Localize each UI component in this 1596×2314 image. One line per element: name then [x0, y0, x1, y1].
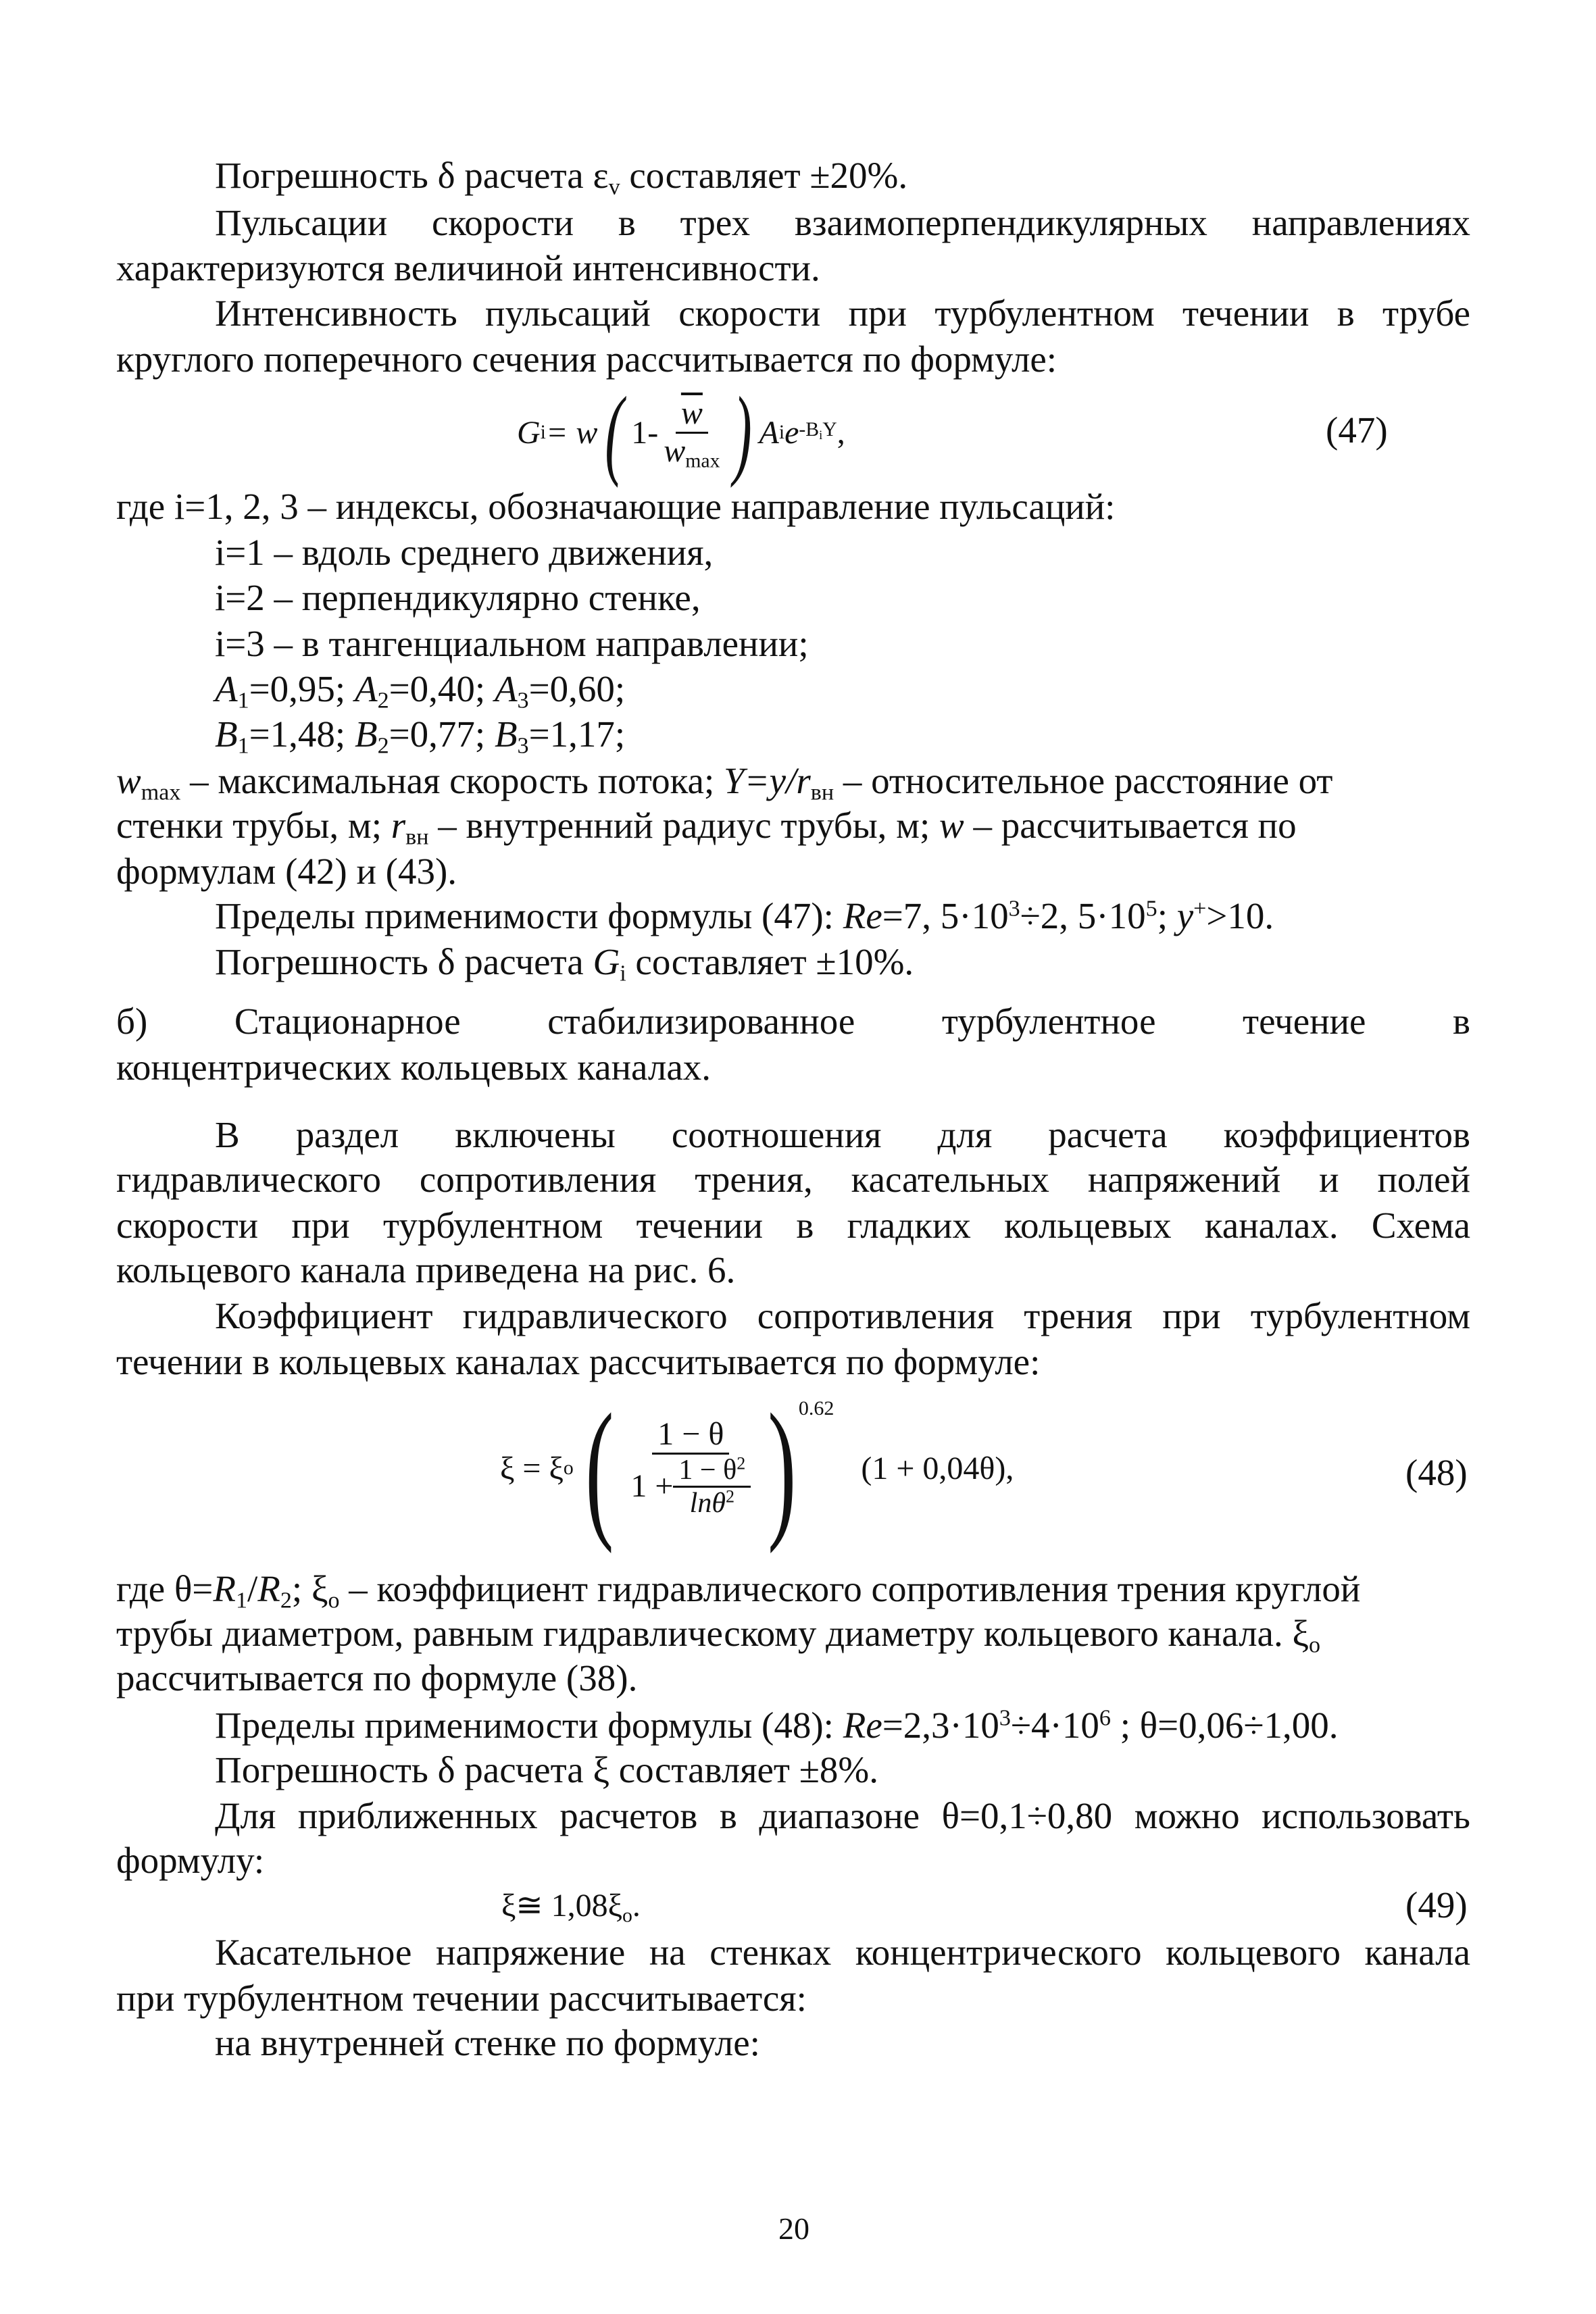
applicability-48: Пределы применимости формулы (48): $Re=2,3\cdot 10^3\div 4\cdot 10^6$ ; θ=0,06÷1,00.	[215, 1705, 1339, 1746]
definition-xi0-line2: трубы диаметром, равным гидравлическому диаметру кольцевого канала. $\xi_o$	[116, 1613, 1321, 1658]
paragraph-section-line2: гидравлического сопротивления трения, касательных напряжений и полей	[116, 1159, 1470, 1200]
list-item-i2: i=2 – перпендикулярно стенке,	[215, 577, 701, 618]
paragraph-section-line1: В раздел включены соотношения для расчета коэффициентов	[215, 1114, 1470, 1155]
equation-48: ξ = ξ o ( 1 − θ 1 + $\frac{1 - \theta^2}{\ln\theta^2}$ ) 0.62 (1 + 0,04θ),	[500, 1382, 1014, 1554]
paragraph-pulsations-line2: характеризуются величиной интенсивности.	[116, 247, 820, 288]
paragraph-error-epsilon: Погрешность δ расчета $\varepsilon_v$ составляет ±20%.	[215, 155, 908, 200]
definition-xi0-line3: рассчитывается по формуле (38).	[116, 1657, 638, 1699]
definition-formulas-ref: формулам (42) и (43).	[116, 851, 457, 892]
equation-49: ξ≅ $1,08\xi_o$.	[501, 1888, 641, 1927]
page-number: 20	[778, 2211, 809, 2246]
paragraph-friction-line1: Коэффициент гидравлического сопротивления трения при турбулентном	[215, 1295, 1470, 1336]
coefficients-b: $B_1=1,48$; $B_2=0,77$; $B_3=1,17$;	[215, 713, 626, 759]
definition-rvn: стенки трубы, м; $r_{вн}$ – внутренний радиус трубы, м; w – рассчитывается по	[116, 805, 1297, 850]
applicability-47: Пределы применимости формулы (47): Re=7, $5\cdot 10^3\div 2$, $5\cdot 10^5$; y+>10.	[215, 895, 1274, 936]
section-b-heading-line1: б) Стационарное стабилизированное турбулентное течение в	[116, 1001, 1470, 1042]
paragraph-intensity-line2: круглого поперечного сечения рассчитывается по формуле:	[116, 338, 1057, 380]
definition-wmax: $w_{max}$ – максимальная скорость потока; $Y=y/r_{вн}$ – относительное расстояние от	[116, 760, 1333, 805]
error-xi: Погрешность δ расчета ξ составляет ±8%.	[215, 1749, 878, 1790]
list-item-i1: i=1 – вдоль среднего движения,	[215, 532, 714, 573]
equation-47: G i = w ( 1- $\frac{\overline{w}}{w_{max}}$ ) A i e $-B_iY$ ,	[517, 376, 845, 488]
definition-theta: где $\theta=R_1/R_2$; $\xi_o$ – коэффициент гидравлического сопротивления трения круглой	[116, 1568, 1361, 1613]
equation-number-47: (47)	[1326, 409, 1388, 451]
list-item-i3: i=3 – в тангенциальном направлении;	[215, 623, 809, 664]
paragraph-section-line4: кольцевого канала приведена на рис. 6.	[116, 1249, 736, 1290]
equation-number-49: (49)	[1405, 1884, 1468, 1926]
paragraph-pulsations-line1: Пульсации скорости в трех взаимоперпендикулярных направлениях	[215, 202, 1470, 243]
paragraph-approx-line1: Для приближенных расчетов в диапазоне θ=0,1÷0,80 можно использовать	[215, 1795, 1470, 1836]
section-b-heading-line2: концентрических кольцевых каналах.	[116, 1047, 712, 1088]
paragraph-shear-line1: Касательное напряжение на стенках концентрического кольцевого канала	[215, 1932, 1470, 1973]
paragraph-inner-wall: на внутренней стенке по формуле:	[215, 2022, 760, 2063]
equation-number-48: (48)	[1405, 1452, 1468, 1493]
paragraph-approx-line2: формулу:	[116, 1840, 265, 1881]
paragraph-intensity-line1: Интенсивность пульсаций скорости при турбулентном течении в трубе	[215, 293, 1470, 334]
error-gi: Погрешность δ расчета $G_i$ составляет ±10%.	[215, 941, 914, 986]
paragraph-friction-line2: течении в кольцевых каналах рассчитывается по формуле:	[116, 1341, 1041, 1382]
paragraph-shear-line2: при турбулентном течении рассчитывается:	[116, 1978, 807, 2019]
paragraph-section-line3: скорости при турбулентном течении в гладких кольцевых каналах. Схема	[116, 1205, 1470, 1246]
paragraph-indices: где i=1, 2, 3 – индексы, обозначающие направление пульсаций:	[116, 486, 1116, 527]
coefficients-a: $A_1=0,95$; $A_2=0,40$; $A_3=0,60$;	[215, 668, 626, 713]
